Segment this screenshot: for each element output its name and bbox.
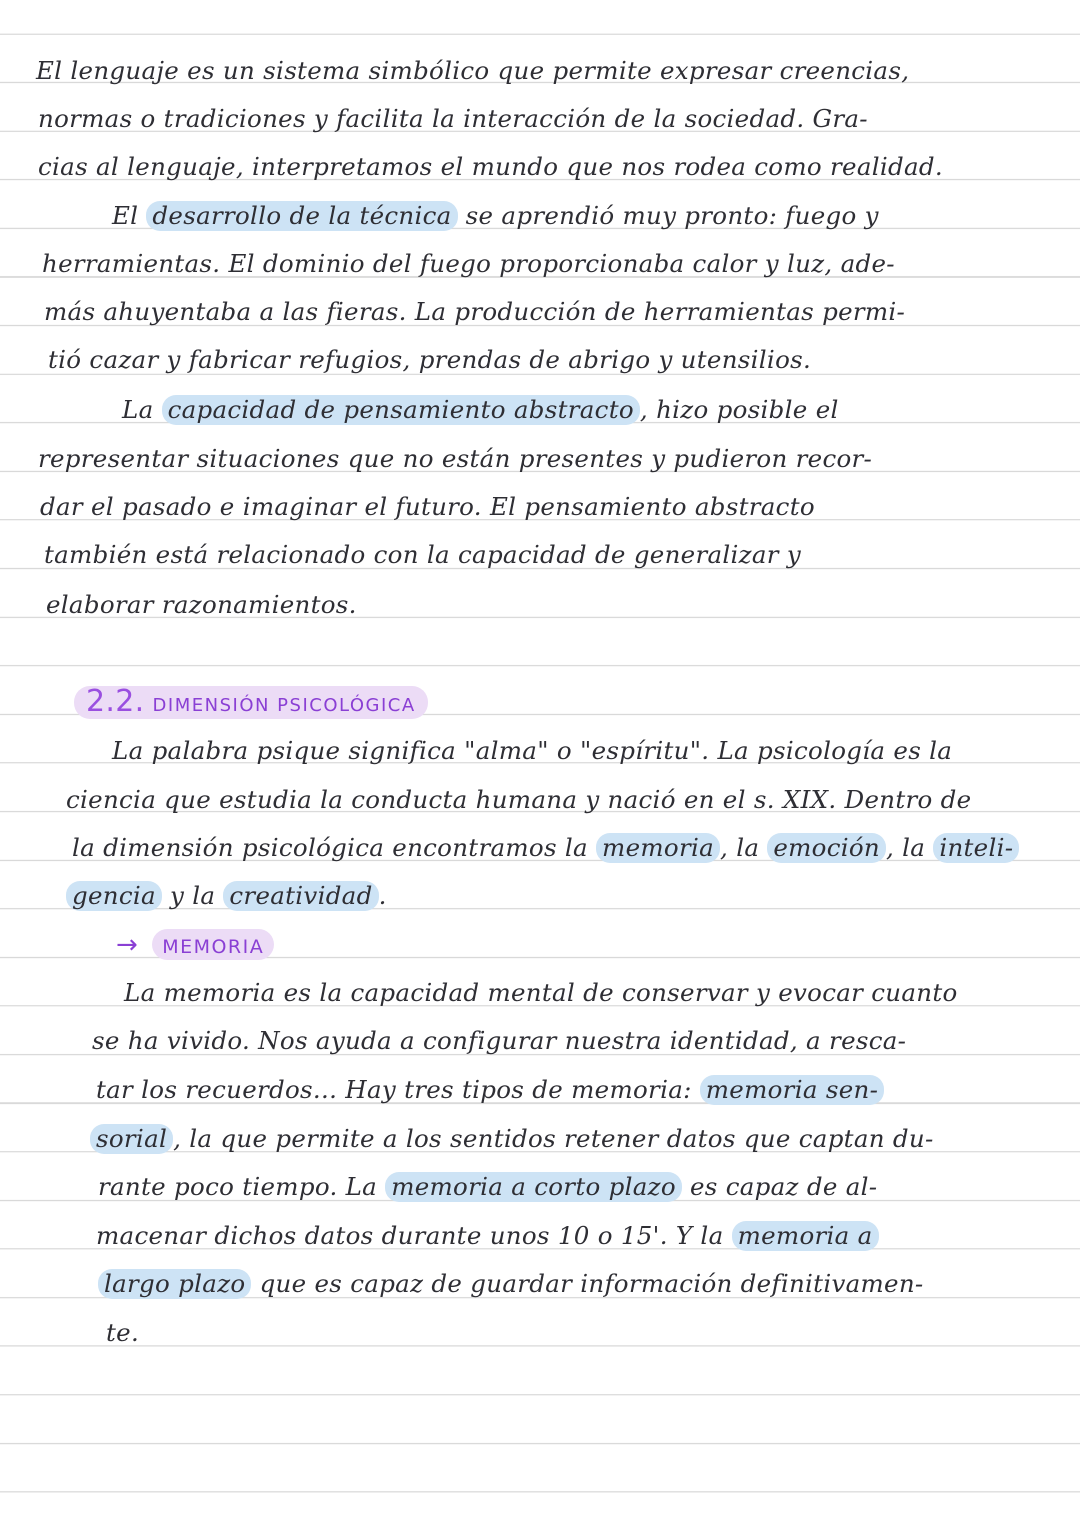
p2-line-1-a: El bbox=[112, 201, 139, 230]
highlight-pensamiento-abstracto: capacidad de pensamiento abstracto bbox=[162, 395, 640, 425]
p1-line-1 bbox=[36, 56, 909, 86]
p5-line-8 bbox=[106, 1318, 139, 1348]
highlight-creatividad: creatividad bbox=[223, 881, 378, 911]
arrow-right-icon: → bbox=[116, 930, 139, 960]
p3-line-1 bbox=[122, 395, 839, 425]
p5-line-4 bbox=[90, 1124, 934, 1154]
section-heading-number: 2.2. bbox=[86, 684, 145, 719]
p5-line-5 bbox=[98, 1172, 877, 1202]
p3-line-4 bbox=[44, 540, 801, 570]
p3-line-3 bbox=[40, 492, 815, 522]
highlight-memoria-largo-plazo-end: largo plazo bbox=[98, 1269, 251, 1299]
p4-line-2 bbox=[66, 785, 971, 815]
highlight-emocion: emoción bbox=[767, 833, 886, 863]
p4-line-3-a: la dimensión psicológica encontramos la bbox=[72, 833, 588, 862]
p2-line-4 bbox=[48, 345, 811, 375]
p5-line-5-a: rante poco tiempo. La bbox=[98, 1172, 378, 1201]
p3-line-5-text: elaborar razonamientos. bbox=[46, 590, 357, 619]
p1-line-2 bbox=[38, 104, 868, 134]
p5-line-7-a: que es capaz de guardar información definitivamen- bbox=[259, 1269, 924, 1298]
p4-line-4-a: y la bbox=[170, 881, 216, 910]
p1-line-3-text: cias al lenguaje, interpretamos el mundo que nos rodea como realidad. bbox=[38, 152, 943, 181]
p2-line-3-text: más ahuyentaba a las fieras. La producción de herramientas permi- bbox=[44, 297, 906, 326]
p3-line-2-text: representar situaciones que no están presentes y pudieron recor- bbox=[38, 444, 873, 473]
p5-line-2-text: se ha vivido. Nos ayuda a configurar nuestra identidad, a resca- bbox=[92, 1026, 907, 1055]
highlight-memoria-largo-plazo-start: memoria a bbox=[732, 1221, 879, 1251]
p1-line-2-text: normas o tradiciones y facilita la interacción de la sociedad. Gra- bbox=[38, 104, 868, 133]
p3-line-4-text: también está relacionado con la capacidad de generalizar y bbox=[44, 540, 802, 569]
highlight-inteligencia-start: inteli- bbox=[933, 833, 1019, 863]
p2-line-1 bbox=[112, 201, 879, 231]
highlight-memoria-sensorial-end: sorial bbox=[90, 1124, 173, 1154]
p5-line-4-a: , la que permite a los sentidos retener datos que captan du- bbox=[173, 1124, 934, 1153]
p4-line-3-c: , la bbox=[886, 833, 926, 862]
p4-line-4-b: . bbox=[378, 881, 387, 910]
p4-line-2-text: ciencia que estudia la conducta humana y nació en el s. XIX. Dentro de bbox=[66, 785, 972, 814]
p5-line-5-b: es capaz de al- bbox=[689, 1172, 878, 1201]
p4-line-1 bbox=[112, 736, 952, 766]
section-heading bbox=[74, 684, 428, 724]
subheading-memoria bbox=[116, 929, 274, 963]
section-heading-title: DIMENSIÓN PSICOLÓGICA bbox=[152, 695, 416, 716]
p5-line-7 bbox=[98, 1269, 924, 1299]
p2-line-2-text: herramientas. El dominio del fuego proporcionaba calor y luz, ade- bbox=[42, 249, 895, 278]
p3-line-2 bbox=[38, 444, 872, 474]
p1-line-3 bbox=[38, 152, 943, 182]
p3-line-1-a: La bbox=[122, 395, 154, 424]
p5-line-2 bbox=[92, 1026, 906, 1056]
section-heading-pill bbox=[74, 686, 428, 719]
p5-line-1 bbox=[124, 978, 958, 1008]
subheading-pill bbox=[152, 929, 274, 960]
p3-line-3-text: dar el pasado e imaginar el futuro. El pensamiento abstracto bbox=[40, 492, 815, 521]
p5-line-8-text: te. bbox=[106, 1318, 140, 1347]
p2-line-1-b: se aprendió muy pronto: fuego y bbox=[465, 201, 879, 230]
highlight-memoria: memoria bbox=[596, 833, 720, 863]
p2-line-3 bbox=[44, 297, 905, 327]
p1-line-1-text: El lenguaje es un sistema simbólico que permite expresar creencias, bbox=[36, 56, 910, 85]
p4-line-4 bbox=[66, 881, 387, 911]
p4-line-3-b: , la bbox=[720, 833, 760, 862]
p4-line-1-text: La palabra psique significa "alma" o "espíritu". La psicología es la bbox=[112, 736, 953, 765]
p5-line-6-a: macenar dichos datos durante unos 10 o 15'. Y la bbox=[96, 1221, 724, 1250]
subheading-title: MEMORIA bbox=[162, 936, 265, 958]
p5-line-6 bbox=[96, 1221, 879, 1251]
p2-line-4-text: tió cazar y fabricar refugios, prendas de abrigo y utensilios. bbox=[48, 345, 812, 374]
highlight-memoria-sensorial-start: memoria sen- bbox=[700, 1075, 884, 1105]
p5-line-1-text: La memoria es la capacidad mental de conservar y evocar cuanto bbox=[124, 978, 958, 1007]
highlight-inteligencia-end: gencia bbox=[66, 881, 162, 911]
highlight-desarrollo-tecnica: desarrollo de la técnica bbox=[146, 201, 457, 231]
p2-line-2 bbox=[42, 249, 895, 279]
p4-line-3 bbox=[72, 833, 1019, 863]
p5-line-3 bbox=[96, 1075, 884, 1105]
p5-line-3-a: tar los recuerdos... Hay tres tipos de memoria: bbox=[96, 1075, 692, 1104]
p3-line-5 bbox=[46, 590, 357, 620]
p3-line-1-b: , hizo posible el bbox=[639, 395, 839, 424]
highlight-memoria-corto-plazo: memoria a corto plazo bbox=[385, 1172, 682, 1202]
